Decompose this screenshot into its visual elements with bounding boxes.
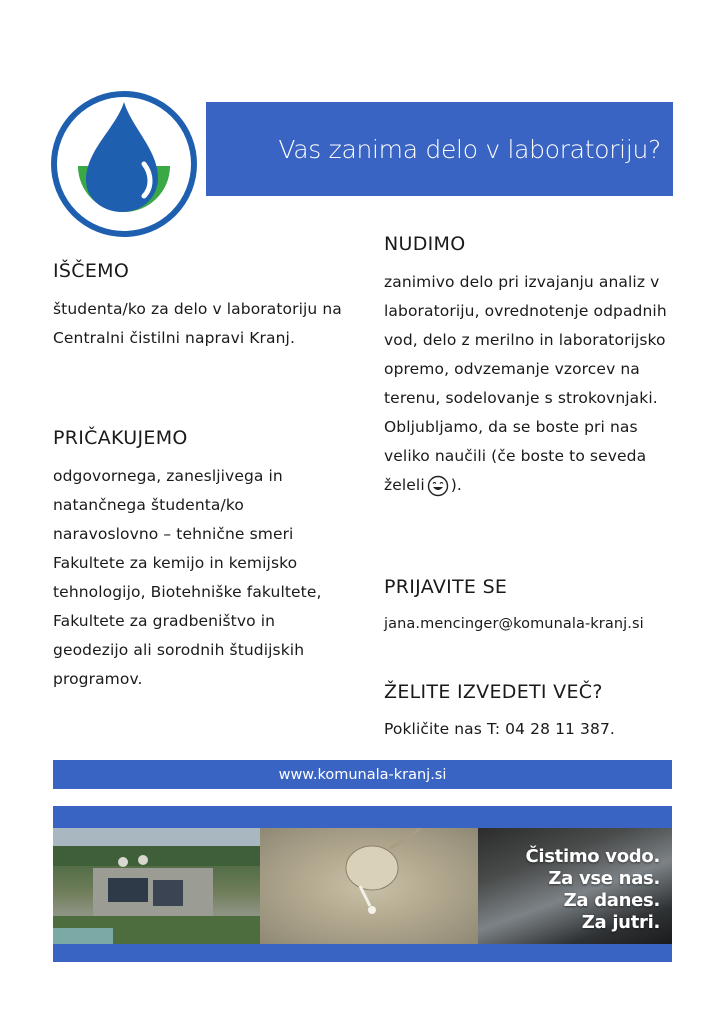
seeking-section — [53, 260, 353, 353]
website-link[interactable]: www.komunala-kranj.si — [278, 766, 447, 783]
more-text: Pokličite nas T: 04 28 11 387. — [384, 720, 615, 738]
plant-aerial-graphic — [53, 828, 260, 944]
title-banner — [206, 102, 673, 196]
offer-text-end: ). — [450, 476, 462, 494]
microorganism-graphic — [260, 828, 478, 944]
slogan-line: Za jutri. — [581, 912, 660, 933]
apply-section — [384, 576, 684, 639]
more-section — [384, 681, 684, 744]
photo-strip — [53, 806, 672, 962]
treatment-plant-photo — [53, 828, 260, 944]
offer-text: zanimivo delo pri izvajanju analiz v laboratoriju, ovrednotenje odpadnih vod, delo z merilno in laboratorijsko opremo, odvzemanje vzorcev na terenu, sodelovanje s strokovnjaki. Obljubljamo, da se boste pri nas veliko naučili (če boste to seveda želeli — [384, 273, 667, 494]
website-bar — [53, 760, 672, 789]
apply-heading: PRIJAVITE SE — [384, 576, 508, 598]
slogan — [525, 846, 660, 934]
apply-email[interactable]: jana.mencinger@komunala-kranj.si — [384, 616, 644, 632]
microscope-photo — [260, 828, 478, 944]
company-logo-icon — [48, 88, 200, 240]
stream-photo — [478, 828, 672, 944]
slogan-line: Za vse nas. — [548, 868, 660, 889]
offer-section — [384, 233, 684, 500]
smiley-icon — [427, 475, 449, 497]
slogan-line: Čistimo vodo. — [525, 846, 660, 867]
expect-section — [53, 427, 353, 694]
more-heading: ŽELITE IZVEDETI VEČ? — [384, 681, 603, 703]
seeking-text: študenta/ko za delo v laboratoriju na Centralni čistilni napravi Kranj. — [53, 300, 342, 347]
banner-title: Vas zanima delo v laboratoriju? — [278, 134, 661, 164]
slogan-line: Za danes. — [563, 890, 660, 911]
offer-paragraph — [384, 268, 684, 500]
seeking-heading: IŠČEMO — [53, 260, 130, 282]
offer-heading: NUDIMO — [384, 233, 466, 255]
expect-heading: PRIČAKUJEMO — [53, 427, 188, 449]
expect-text: odgovornega, zanesljivega in natančnega študenta/ko naravoslovno – tehnične smeri Fakultete za kemijo in kemijsko tehnologijo, Biotehniške fakultete, Fakultete za gradbeništvo in geodezijo ali sorodnih študijskih programov. — [53, 467, 322, 688]
